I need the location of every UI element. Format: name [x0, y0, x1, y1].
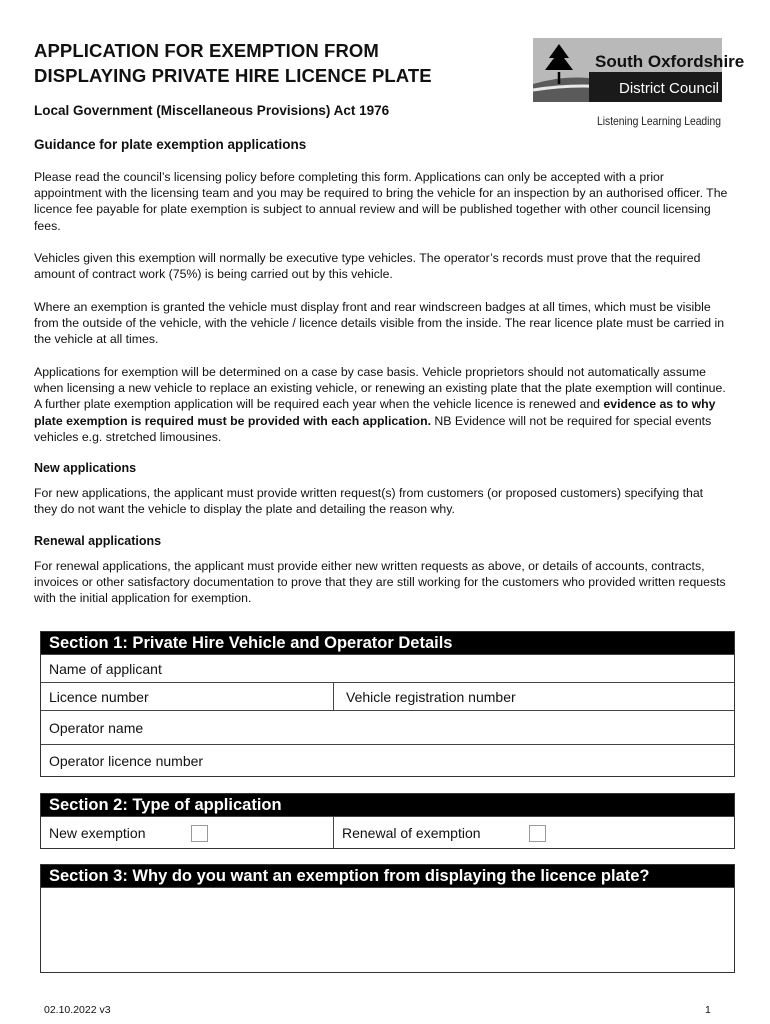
application-type-row — [41, 816, 734, 848]
new-applications-heading: New applications — [34, 461, 137, 475]
section-2-heading: Section 2: Type of application — [41, 794, 734, 816]
vehicle-registration-field[interactable] — [334, 683, 734, 710]
section-1-heading: Section 1: Private Hire Vehicle and Operator Details — [41, 632, 734, 654]
exemption-reason-textarea[interactable] — [41, 887, 734, 972]
operator-licence-label: Operator licence number — [49, 752, 204, 769]
council-tagline: Listening Learning Leading — [597, 114, 721, 128]
new-exemption-checkbox[interactable] — [191, 825, 208, 842]
logo-line-2: District Council — [619, 80, 720, 97]
paragraph-4-end: NB Evidence will not be required for special events vehicles e.g. stretched limousines. — [34, 413, 712, 444]
paragraph-4-start: Applications for exemption will be determined on a case by case basis. Vehicle proprietors should not automatically assume when licensing a new vehicle to replace an existing vehicle, or renewing an existing plate that the plate exemption will continue. A further plate exemption application will be required each year when the vehicle licence is renewed and — [34, 365, 726, 412]
paragraph-1: Please read the council’s licensing policy before completing this form. Applications can only be accepted with a prior appointment with the licensing team and you may be required to bring the vehicle for an inspection by an authorised officer. The licence fee payable for plate exemption is subject to annual review and will be published together with other council licensing fees. — [34, 170, 728, 233]
applicant-name-row[interactable] — [41, 654, 734, 682]
council-logo — [533, 38, 745, 102]
logo-line-1: South Oxfordshire — [595, 52, 745, 71]
paragraph-4-bold: evidence as to why plate exemption is required must be provided with each application. — [34, 397, 716, 428]
new-exemption-option — [41, 817, 334, 848]
operator-name-label: Operator name — [49, 719, 144, 736]
page-number: 1 — [705, 1004, 711, 1016]
title-line-2: DISPLAYING PRIVATE HIRE LICENCE PLATE — [34, 65, 432, 86]
act-heading: Local Government (Miscellaneous Provisions) Act 1976 — [34, 103, 390, 118]
renewal-applications-heading: Renewal applications — [34, 534, 162, 548]
applicant-name-label: Name of applicant — [49, 660, 162, 677]
licence-number-label: Licence number — [49, 688, 149, 705]
section-1 — [40, 631, 735, 777]
page-title — [34, 38, 504, 88]
new-exemption-label: New exemption — [49, 824, 146, 841]
section-3-heading: Section 3: Why do you want an exemption from displaying the licence plate? — [41, 865, 734, 887]
renewal-applications-text: For renewal applications, the applicant must provide either new written requests as above, or details of accounts, contracts, invoices or other satisfactory documentation to prove that they are still working for the customers who provided written requests with the initial application for exemption. — [34, 559, 726, 606]
guidance-heading: Guidance for plate exemption applications — [34, 137, 307, 152]
section-2 — [40, 793, 735, 849]
paragraph-2: Vehicles given this exemption will normally be executive type vehicles. The operator’s records must prove that the required amount of contract work (75%) is being carried out by this vehicle. — [34, 251, 701, 282]
licence-number-field[interactable] — [41, 683, 334, 710]
title-line-1: APPLICATION FOR EXEMPTION FROM — [34, 40, 379, 61]
paragraph-3: Where an exemption is granted the vehicle must display front and rear windscreen badges at all times, which must be visible from the outside of the vehicle, with the vehicle / licence details visible from the inside. The rear licence plate must be carried in the vehicle at all times. — [34, 300, 725, 347]
footer-version: 02.10.2022 v3 — [44, 1004, 111, 1016]
licence-row — [41, 682, 734, 710]
section-3 — [40, 864, 735, 973]
operator-name-row[interactable] — [41, 710, 734, 744]
renewal-exemption-checkbox[interactable] — [529, 825, 546, 842]
renewal-exemption-label: Renewal of exemption — [342, 824, 481, 841]
paragraph-4 — [34, 364, 729, 445]
operator-licence-row[interactable] — [41, 744, 734, 776]
new-applications-text: For new applications, the applicant must provide written request(s) from customers (or proposed customers) specifying that they do not want the vehicle to display the plate and detailing the reason why. — [34, 486, 704, 517]
vehicle-registration-label: Vehicle registration number — [346, 688, 516, 705]
